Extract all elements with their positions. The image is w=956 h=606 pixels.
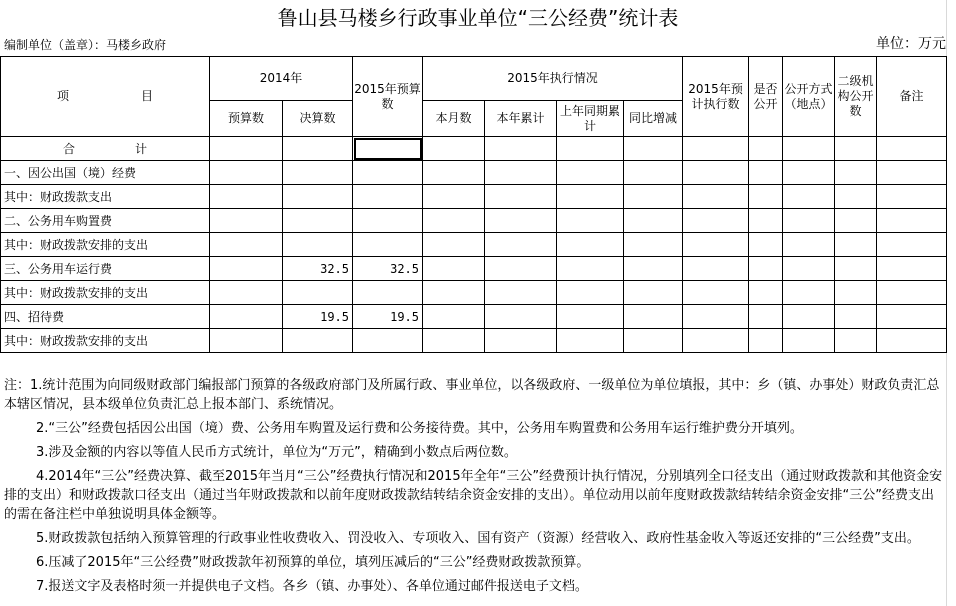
row-label[interactable]: 其中：财政拨款安排的支出 bbox=[1, 329, 210, 353]
header-budget: 预算数 bbox=[210, 101, 283, 137]
cell[interactable] bbox=[423, 185, 485, 209]
cell[interactable] bbox=[624, 137, 683, 161]
cell[interactable] bbox=[783, 257, 835, 281]
cell[interactable] bbox=[877, 209, 947, 233]
notes-section bbox=[4, 376, 944, 596]
note-item: 7.报送文字及表格时须一并提供电子文档。各乡（镇、办事处）、各单位通过邮件报送电子文档。 bbox=[36, 579, 588, 594]
budget-2015-value[interactable] bbox=[353, 281, 423, 305]
cell[interactable] bbox=[683, 257, 749, 281]
cell[interactable] bbox=[877, 257, 947, 281]
cell[interactable] bbox=[210, 257, 283, 281]
cell[interactable] bbox=[557, 185, 624, 209]
cell[interactable] bbox=[835, 209, 877, 233]
expense-table bbox=[0, 56, 947, 353]
cell[interactable] bbox=[783, 281, 835, 305]
row-label[interactable]: 四、招待费 bbox=[1, 305, 210, 329]
cell[interactable] bbox=[557, 329, 624, 353]
cell[interactable] bbox=[783, 161, 835, 185]
cell[interactable] bbox=[683, 209, 749, 233]
table-row bbox=[1, 281, 947, 305]
cell[interactable] bbox=[557, 281, 624, 305]
budget-2015-value[interactable] bbox=[353, 233, 423, 257]
header-final: 决算数 bbox=[283, 101, 353, 137]
cell[interactable] bbox=[683, 329, 749, 353]
cell[interactable] bbox=[557, 137, 624, 161]
cell[interactable] bbox=[557, 209, 624, 233]
row-label[interactable]: 其中：财政拨款安排的支出 bbox=[1, 233, 210, 257]
cell[interactable] bbox=[835, 137, 877, 161]
final-value[interactable] bbox=[283, 137, 353, 161]
row-label[interactable]: 二、公务用车购置费 bbox=[1, 209, 210, 233]
header-ytd: 本年累计 bbox=[485, 101, 557, 137]
cell[interactable] bbox=[557, 233, 624, 257]
budget-2015-value[interactable]: 19.5 bbox=[353, 305, 423, 329]
final-value[interactable] bbox=[283, 209, 353, 233]
cell[interactable] bbox=[485, 305, 557, 329]
budget-2015-value[interactable]: 32.5 bbox=[353, 257, 423, 281]
cell[interactable] bbox=[485, 329, 557, 353]
cell[interactable] bbox=[749, 233, 783, 257]
cell[interactable] bbox=[877, 137, 947, 161]
cell[interactable] bbox=[423, 233, 485, 257]
header-this-month: 本月数 bbox=[423, 101, 485, 137]
cell[interactable] bbox=[683, 137, 749, 161]
cell[interactable] bbox=[624, 209, 683, 233]
note-item: 4.2014年“三公”经费决算、截至2015年当月“三公”经费执行情况和2015年全年“三公”经费预计执行情况，分别填列全口径支出（通过财政拨款和其他资金安排的支出）和财政拨款口径支出（通过当年财政拨款和以前年度财政拨款结转结余资金安排的支出）。单位动用以前年度财政拨款结转结余资金安排“三公”经费支出的需在备注栏中单独说明具体金额等。 bbox=[4, 469, 943, 522]
cell[interactable] bbox=[210, 137, 283, 161]
cell[interactable] bbox=[423, 305, 485, 329]
cell[interactable] bbox=[877, 233, 947, 257]
cell[interactable] bbox=[210, 161, 283, 185]
table-body bbox=[1, 137, 947, 353]
cell[interactable] bbox=[210, 233, 283, 257]
cell[interactable] bbox=[485, 233, 557, 257]
cell[interactable] bbox=[877, 161, 947, 185]
cell[interactable] bbox=[749, 281, 783, 305]
cell[interactable] bbox=[749, 257, 783, 281]
cell[interactable] bbox=[835, 161, 877, 185]
cell[interactable] bbox=[783, 329, 835, 353]
cell[interactable] bbox=[835, 257, 877, 281]
currency-unit: 单位：万元 bbox=[876, 36, 946, 52]
cell[interactable] bbox=[683, 233, 749, 257]
cell[interactable] bbox=[624, 329, 683, 353]
cell[interactable] bbox=[835, 305, 877, 329]
cell[interactable] bbox=[783, 305, 835, 329]
table-row bbox=[1, 257, 947, 281]
cell[interactable] bbox=[835, 329, 877, 353]
cell[interactable] bbox=[783, 209, 835, 233]
cell[interactable] bbox=[749, 305, 783, 329]
cell[interactable] bbox=[749, 137, 783, 161]
cell[interactable] bbox=[877, 329, 947, 353]
budget-2015-value[interactable] bbox=[353, 137, 423, 161]
budget-2015-value[interactable] bbox=[353, 161, 423, 185]
cell[interactable] bbox=[624, 257, 683, 281]
row-label[interactable]: 合 计 bbox=[1, 137, 210, 161]
header-item: 项 目 bbox=[1, 57, 210, 137]
cell[interactable] bbox=[210, 185, 283, 209]
cell[interactable] bbox=[423, 209, 485, 233]
cell[interactable] bbox=[877, 281, 947, 305]
table-row bbox=[1, 329, 947, 353]
table-row bbox=[1, 161, 947, 185]
cell[interactable] bbox=[877, 185, 947, 209]
table-row bbox=[1, 305, 947, 329]
budget-2015-value[interactable] bbox=[353, 185, 423, 209]
final-value[interactable]: 19.5 bbox=[283, 305, 353, 329]
cell[interactable] bbox=[749, 161, 783, 185]
header-forecast-2015: 2015年预计执行数 bbox=[683, 57, 749, 137]
header-budget-2015: 2015年预算数 bbox=[353, 57, 423, 137]
header-remark: 备注 bbox=[877, 57, 947, 137]
cell[interactable] bbox=[683, 305, 749, 329]
cell[interactable] bbox=[423, 281, 485, 305]
final-value[interactable] bbox=[283, 161, 353, 185]
header-yoy: 同比增减 bbox=[624, 101, 683, 137]
note-item: 3.涉及金额的内容以等值人民币方式统计，单位为“万元”，精确到小数点后两位数。 bbox=[36, 445, 517, 460]
table-row bbox=[1, 137, 947, 161]
row-label[interactable]: 其中：财政拨款安排的支出 bbox=[1, 281, 210, 305]
cell[interactable] bbox=[210, 305, 283, 329]
cell[interactable] bbox=[877, 305, 947, 329]
cell[interactable] bbox=[485, 161, 557, 185]
note-item: 5.财政拨款包括纳入预算管理的行政事业性收费收入、罚没收入、专项收入、国有资产（资源）经营收入、政府性基金收入等返还安排的“三公经费”支出。 bbox=[36, 531, 920, 546]
note-item: 2.“三公”经费包括因公出国（境）费、公务用车购置及运行费和公务接待费。其中，公务用车购置费和公务用车运行维护费分开填列。 bbox=[36, 421, 803, 436]
cell[interactable] bbox=[783, 233, 835, 257]
cell[interactable] bbox=[423, 329, 485, 353]
cell[interactable] bbox=[624, 161, 683, 185]
cell[interactable] bbox=[783, 185, 835, 209]
row-label[interactable]: 其中：财政拨款支出 bbox=[1, 185, 210, 209]
header-2014: 2014年 bbox=[210, 57, 353, 101]
final-value[interactable] bbox=[283, 281, 353, 305]
cell[interactable] bbox=[624, 281, 683, 305]
row-label[interactable]: 三、公务用车运行费 bbox=[1, 257, 210, 281]
budget-2015-value[interactable] bbox=[353, 329, 423, 353]
cell[interactable] bbox=[210, 209, 283, 233]
cell[interactable] bbox=[749, 185, 783, 209]
cell[interactable] bbox=[485, 185, 557, 209]
compiler-unit: 编制单位（盖章）：马楼乡政府 bbox=[4, 38, 167, 52]
cell[interactable] bbox=[485, 209, 557, 233]
final-value[interactable]: 32.5 bbox=[283, 257, 353, 281]
table-row bbox=[1, 233, 947, 257]
cell[interactable] bbox=[557, 257, 624, 281]
cell[interactable] bbox=[210, 281, 283, 305]
cell[interactable] bbox=[749, 329, 783, 353]
cell[interactable] bbox=[835, 281, 877, 305]
page-title: 鲁山县马楼乡行政事业单位“三公经费”统计表 bbox=[277, 6, 679, 30]
table-row bbox=[1, 185, 947, 209]
row-label[interactable]: 一、因公出国（境）经费 bbox=[1, 161, 210, 185]
header-last-year: 上年同期累计 bbox=[557, 101, 624, 137]
cell[interactable] bbox=[835, 185, 877, 209]
header-public-yes: 是否公开 bbox=[749, 57, 783, 137]
cell[interactable] bbox=[485, 137, 557, 161]
cell[interactable] bbox=[835, 233, 877, 257]
cell[interactable] bbox=[624, 185, 683, 209]
cell[interactable] bbox=[783, 137, 835, 161]
final-value[interactable] bbox=[283, 233, 353, 257]
cell[interactable] bbox=[683, 185, 749, 209]
cell[interactable] bbox=[485, 257, 557, 281]
header-public-method: 公开方式（地点） bbox=[783, 57, 835, 137]
cell[interactable] bbox=[423, 161, 485, 185]
cell[interactable] bbox=[557, 305, 624, 329]
cell[interactable] bbox=[423, 257, 485, 281]
cell[interactable] bbox=[210, 329, 283, 353]
cell[interactable] bbox=[749, 209, 783, 233]
table-row bbox=[1, 209, 947, 233]
final-value[interactable] bbox=[283, 329, 353, 353]
header-exec-2015: 2015年执行情况 bbox=[423, 57, 683, 101]
cell[interactable] bbox=[683, 161, 749, 185]
cell[interactable] bbox=[624, 233, 683, 257]
budget-2015-value[interactable] bbox=[353, 209, 423, 233]
cell[interactable] bbox=[624, 305, 683, 329]
header-sub-public: 二级机构公开数 bbox=[835, 57, 877, 137]
cell[interactable] bbox=[423, 137, 485, 161]
cell[interactable] bbox=[557, 161, 624, 185]
final-value[interactable] bbox=[283, 185, 353, 209]
cell[interactable] bbox=[683, 281, 749, 305]
note-item: 6.压减了2015年“三公经费”财政拨款年初预算的单位，填列压减后的“三公”经费财政拨款预算。 bbox=[36, 555, 590, 570]
cell[interactable] bbox=[485, 281, 557, 305]
note-item: 注：1.统计范围为向同级财政部门编报部门预算的各级政府部门及所属行政、事业单位，以各级政府、一级单位为单位填报，其中：乡（镇、办事处）财政负责汇总本辖区情况，县本级单位负责汇总上报本部门、系统情况。 bbox=[4, 378, 940, 412]
